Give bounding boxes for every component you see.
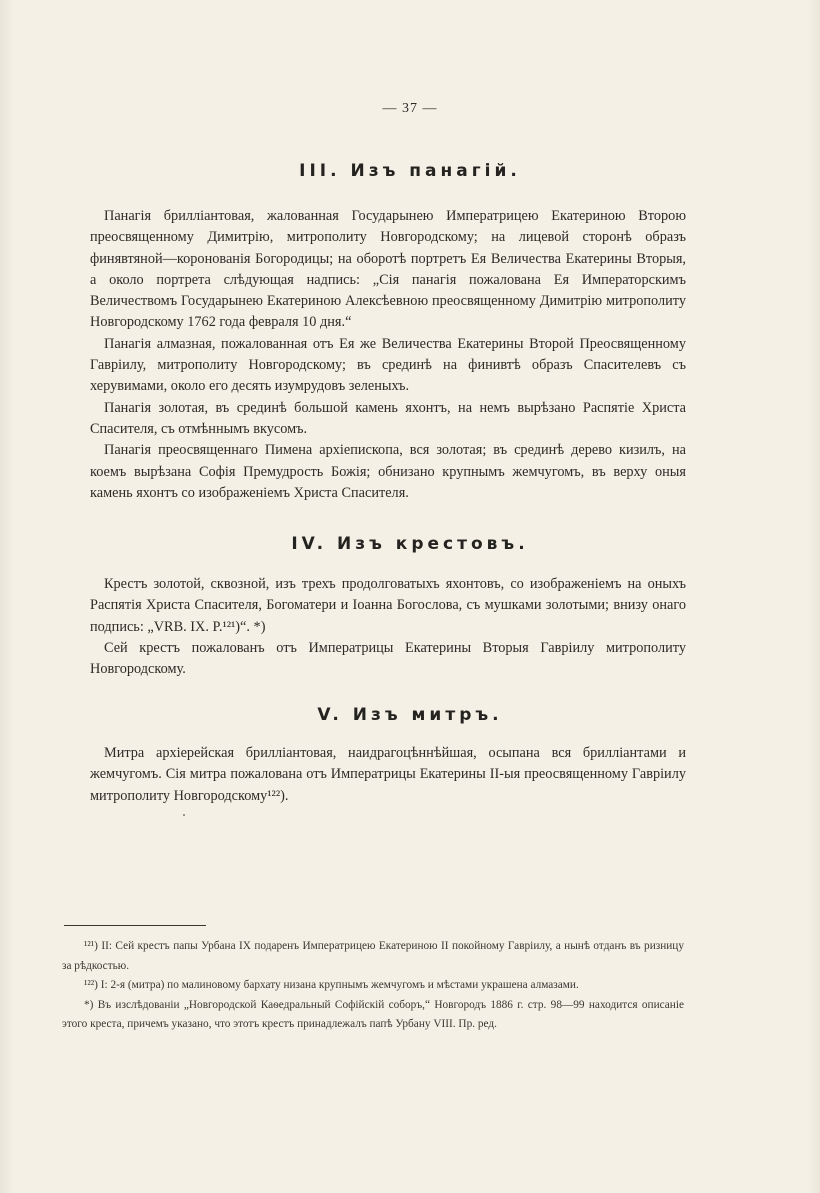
paragraph: Панагія бриллiантовая, жалованная Государынею Императрицею Екатериною Второю преосвященному Димитрію, митрополиту Новгородскому; на лицевой сторонѣ образъ финявтяной—коронованія Богородицы; на оборотѣ портретъ Ея Величества Екатерины Вторыя, а около портрета слѣдующая надпись: „Сія панагія пожалована Ея Императорскимъ Величествомъ Государынею Екатериною Алексѣевною преосвященному Димитрію митрополиту Новгородскому 1762 года февраля 10 дня.“ <box>90 208 686 331</box>
section-heading-panagias: III. Изъ панагій. <box>299 161 521 181</box>
section-heading-crosses: IV. Изъ крестовъ. <box>291 534 529 554</box>
paragraph: Панагія золотая, въ срединѣ большой камень яхонтъ, на немъ вырѣзано Распятіе Христа Спасителя, съ отмѣннымъ вкусомъ. <box>90 399 686 437</box>
footnote: *) Въ изслѣдованіи „Новгородской Каѳедральный Софійскій соборъ,“ Новгородъ 1886 г. стр. 98—99 находится описаніе этого креста, причемъ указано, что этотъ крестъ принадлежалъ папѣ Урбану VIII. Пр. ред. <box>62 998 684 1031</box>
paragraph: Митра архіерейская бриллiантовая, наидрагоцѣннѣйшая, осыпана вся бриллiантами и жемчугомъ. Сія митра пожалована отъ Императрицы Екатерины II-ыя преосвященному Гавріилу митрополиту Новгородскому¹²²). <box>90 745 686 804</box>
footnote: ¹²¹) II: Сей крестъ папы Урбана IX подаренъ Императрицею Екатериною II покойному Гавріилу, а нынѣ отданъ въ ризницу за рѣдкостью. <box>62 940 684 972</box>
footnote: ¹²²) I: 2-я (митра) по малиновому бархату низана крупнымъ жемчугомъ и мѣстами украшена алмазами. <box>84 979 579 992</box>
paper-speck <box>183 814 185 816</box>
footnote-divider <box>64 925 206 926</box>
section-heading-mitres: V. Изъ митръ. <box>317 705 503 725</box>
page-number: — 37 — <box>382 101 438 116</box>
section-body-crosses <box>90 574 686 680</box>
paragraph: Панагія преосвященнаго Пимена архіепископа, вся золотая; въ срединѣ дерево кизилъ, на коемъ вырѣзана Софія Премудрость Божія; обнизано крупнымъ жемчугомъ, въ верху оныя камень яхонтъ со изображеніемъ Христа Спасителя. <box>90 442 686 501</box>
section-body-mitres <box>90 743 686 807</box>
paragraph: Сей крестъ пожалованъ отъ Императрицы Екатерины Вторыя Гавріилу митрополиту Новгородскому. <box>90 639 686 678</box>
paragraph: Панагія алмазная, пожалованная отъ Ея же Величества Екатерины Второй Преосвященному Гавріилу, митрополиту Новгородскому; въ срединѣ на финивтѣ образъ Спасителевъ съ херувимами, около его десять изумрудовъ зеленыхъ. <box>90 335 686 395</box>
footnotes <box>62 937 684 1035</box>
section-body-panagias <box>90 206 686 504</box>
paragraph: Крестъ золотой, сквозной, изъ трехъ продолговатыхъ яхонтовъ, со изображеніемъ на оныхъ Распятія Христа Спасителя, Богоматери и Іоанна Богослова, съ мушками золотыми; внизу онаго подпись: „VRB. IX. P.¹²¹)“. *) <box>90 576 686 635</box>
